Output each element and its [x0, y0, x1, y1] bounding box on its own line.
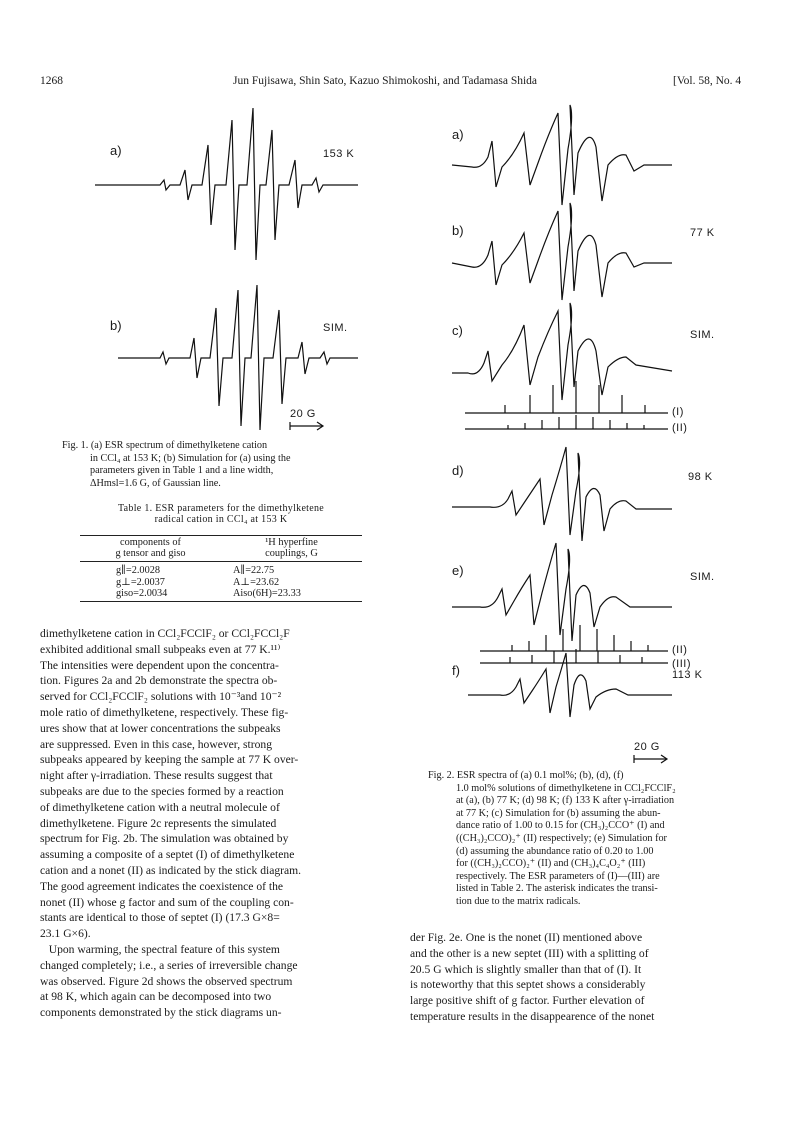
text-line: Upon warming, the spectral feature of this system — [40, 942, 280, 956]
fig2-label-a: a) — [452, 127, 464, 142]
text-line: temperature results in the disappearence of the nonet — [410, 1009, 655, 1023]
fig2-label-d: d) — [452, 463, 464, 478]
text-line: assuming a composite of a septet (I) of dimethylketene — [40, 848, 295, 862]
fig2-scale-label: 20 G — [634, 741, 660, 753]
text-line: components demonstrated by the stick diagrams un- — [40, 1006, 282, 1020]
text-line: large positive shift of g factor. Further elevation of — [410, 994, 645, 1008]
caption-line: in CCl₄ at 153 K; (b) Simulation for (a) using the — [90, 452, 291, 464]
text-line: tion. Figures 2a and 2b demonstrate the spectra ob- — [40, 674, 278, 688]
fig2-stick-c1: (I) — [672, 406, 684, 418]
caption-line: ΔHmsl=1.6 G, of Gaussian line. — [90, 477, 221, 489]
fig2-temp-c: SIM. — [690, 329, 715, 341]
text-line: is noteworthy that this septet shows a considerably — [410, 978, 646, 992]
text-line: exhibited additional small subpeaks even at 77 K.¹¹⁾ — [40, 642, 281, 656]
text-line: night after γ-irradiation. These results suggest that — [40, 769, 273, 783]
fig2-stick-c2: (II) — [672, 422, 688, 434]
fig2-label-f: f) — [452, 663, 460, 678]
fig2-label-e: e) — [452, 563, 464, 578]
table-1 — [80, 535, 362, 602]
text-line: The intensities were dependent upon the concentra- — [40, 658, 279, 672]
fig1-label-b: b) — [110, 318, 122, 333]
caption-line: for ((CH₃)₂CCO)₂⁺ (II) and (CH₃)₄C₄O₂⁺ (III) — [456, 858, 646, 870]
fig2c-spectrum — [452, 303, 672, 400]
text-line: nonet (II) whose g factor and sum of the coupling con- — [40, 895, 294, 909]
caption-line: tion due to the matrix radicals. — [456, 895, 581, 907]
text-line: subpeaks are due to the species formed by a reaction — [40, 784, 284, 798]
fig2-label-b: b) — [452, 223, 464, 238]
fig2-stick-e2: (III) — [672, 658, 691, 670]
text-line: stants are identical to those of septet (I) (17.3 G×8= — [40, 911, 280, 925]
text-line: der Fig. 2e. One is the nonet (II) mentioned above — [410, 931, 643, 944]
table-title-line: radical cation in CCl₄ at 153 K — [154, 514, 288, 525]
caption-line: dance ratio of 1.00 to 0.15 for (CH₃)₂CCO⁺ (I) and — [456, 820, 665, 832]
caption-line: at (a), (b) 77 K; (d) 98 K; (f) 133 K after γ-irradiation — [456, 795, 675, 807]
page-number: 1268 — [40, 75, 63, 87]
text-line: are suppressed. Even in this case, however, strong — [40, 737, 272, 751]
fig1-label-a: a) — [110, 143, 122, 158]
volume-info: [Vol. 58, No. 4 — [673, 75, 742, 87]
fig1-temp-a: 153 K — [323, 148, 355, 160]
fig2-temp-f: 113 K — [672, 669, 703, 681]
fig1-temp-b: SIM. — [323, 322, 348, 334]
text-line: of dimethylketene cation with a neutral molecule of — [40, 800, 280, 814]
running-authors: Jun Fujisawa, Shin Sato, Kazuo Shimokoshi, and Tadamasa Shida — [233, 75, 538, 87]
fig2e-spectrum — [452, 543, 672, 641]
fig1b-spectrum — [118, 285, 358, 430]
text-line: spectrum for Fig. 2b. The simulation was obtained by — [40, 832, 289, 846]
fig2-temp-d: 98 K — [688, 471, 713, 483]
table-header-col2: ¹H hyperfine couplings, G — [265, 537, 318, 559]
caption-line: parameters given in Table 1 and a line width, — [90, 465, 274, 477]
text-line: 20.5 G which is slightly smaller than that of (I). It — [410, 962, 642, 976]
caption-line: ((CH₃)₂CCO)₂⁺ (II) respectively; (e) Simulation for — [456, 832, 667, 844]
fig2-temp-e: SIM. — [690, 571, 715, 583]
right-column-text — [410, 930, 754, 1025]
text-line: 23.1 G×6). — [40, 927, 91, 941]
fig2a-spectrum — [452, 105, 672, 205]
figure-2-spectra — [440, 95, 740, 765]
table-row: giso=2.0034 Aiso(6H)=23.33 — [116, 588, 301, 599]
text-line: cation and a nonet (II) as indicated by the stick diagram. — [40, 863, 302, 877]
figure-2-caption — [428, 770, 758, 909]
caption-line: Fig. 1. (a) ESR spectrum of dimethylketene cation — [62, 440, 268, 451]
caption-line: (d) assuming the abundance ratio of 0.20 to 1.00 — [456, 845, 654, 857]
table-header-col1: components of g tensor and giso — [115, 537, 186, 559]
fig2d-spectrum — [452, 447, 672, 541]
table-row: g∥=2.0028 A∥=22.75 — [116, 565, 275, 576]
caption-line: 1.0 mol% solutions of dimethylketene in CCl₂FCClF₂ — [456, 782, 676, 794]
fig2b-spectrum — [452, 203, 672, 300]
caption-line: respectively. The ESR parameters of (I)—(III) are — [456, 870, 660, 882]
text-line: at 98 K, which again can be decomposed into two — [40, 990, 272, 1004]
table-1-title — [62, 503, 380, 525]
text-line: subpeaks appeared by keeping the sample at 77 K over- — [40, 753, 299, 767]
fig1a-spectrum — [95, 108, 358, 260]
figure-2 — [440, 95, 740, 765]
table-title-line: Table 1. ESR parameters for the dimethylketene — [117, 503, 325, 514]
text-line: and the other is a new septet (III) with a splitting of — [410, 946, 649, 960]
fig1-scale-label: 20 G — [290, 408, 316, 420]
left-column-text — [40, 626, 362, 1021]
figure-1 — [40, 100, 380, 440]
text-line: dimethylketene. Figure 2c represents the simulated — [40, 816, 277, 830]
text-line: was observed. Figure 2d shows the observed spectrum — [40, 974, 293, 988]
caption-line: listed in Table 2. The asterisk indicates the transi- — [456, 883, 658, 895]
caption-line: Fig. 2. ESR spectra of (a) 0.1 mol%; (b), (d), (f) — [428, 770, 624, 781]
fig2-label-c: c) — [452, 323, 463, 338]
caption-line: at 77 K; (c) Simulation for (b) assuming the abun- — [456, 807, 661, 819]
fig2-temp-b: 77 K — [690, 227, 715, 239]
text-line: changed completely; i.e., a series of irreversible change — [40, 958, 298, 972]
text-line: The good agreement indicates the coexistence of the — [40, 879, 284, 893]
table-row: g⊥=2.0037 A⊥=23.62 — [116, 577, 280, 588]
text-line: mole ratio of dimethylketene, respectively. These fig- — [40, 705, 289, 719]
text-line: served for CCl₂FCClF₂ solutions with 10⁻³and 10⁻² — [40, 690, 282, 704]
fig2-stick-e1: (II) — [672, 644, 688, 656]
figure-1-caption — [62, 440, 382, 490]
text-line: ures show that at lower concentrations the subpeaks — [40, 721, 281, 735]
text-line: dimethylketene cation in CCl₂FCClF₂ or CCl₂FCCl₂F — [40, 627, 290, 640]
